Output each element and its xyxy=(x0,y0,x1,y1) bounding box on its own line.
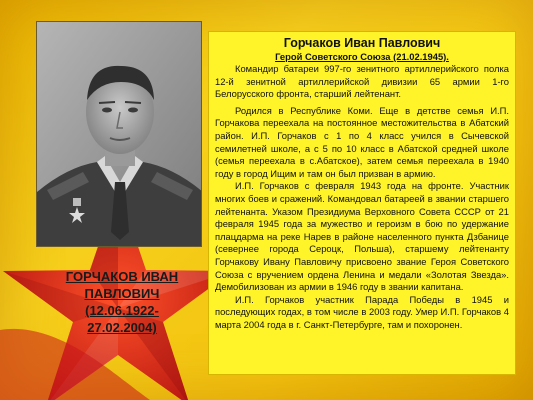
portrait-photo xyxy=(36,21,202,247)
name-patronymic: ПАВЛОВИЧ xyxy=(84,286,160,301)
name-surname: ГОРЧАКОВ ИВАН xyxy=(65,269,179,284)
biography-panel xyxy=(208,31,516,375)
biography-subtitle: Герой Советского Союза (21.02.1945). xyxy=(275,51,449,62)
biography-paragraph-3: И.П. Горчаков с февраля 1943 года на фронте. Участник многих боев и сражений. Командовал батареей в звании старшего лейтенанта. Указом Президиума Верховного Совета СССР от 21 февраля 1945 года за мужество и героизм в бою по удержание плацдарма на реке Нарев в районе населенного пункта Дзбанице (севернее города Сероцк, Польша), старшему лейтенанту Горчакову Ивану Павловичу присвоено звание Героя Советского Союза с вручением ордена Ленина и медали «Золотая Звезда». Демобилизован из армии в 1946 году в звании капитана. xyxy=(215,180,509,293)
hero-name-card xyxy=(52,268,192,336)
life-dates-start: (12.06.1922- xyxy=(85,303,159,318)
biography-title: Горчаков Иван Павлович xyxy=(283,36,441,50)
biography-paragraph-4: И.П. Горчаков участник Парада Победы в 1945 и последующих годах, в том числе в 2003 году. Умер И.П. Горчаков 4 марта 2004 года в г. Санкт-Петербурге, там и похоронен. xyxy=(215,293,509,330)
life-dates-end: 27.02.2004) xyxy=(87,320,157,335)
biography-paragraph-2: Родился в Республике Коми. Еще в детстве семья И.П. Горчакова переехала на постоянное местожительства в Абатский район. И.П. Горчаков с 1 по 4 класс учился в Сычевской семилетней школе, а с 5 по 10 класс в Абатской средней школе (семья переехала в с.Абатское), затем семья переехала в 1940 году в город Ищим и там он был призван в армию. xyxy=(215,104,509,179)
biography-paragraph-1: Командир батареи 997-го зенитного артиллерийского полка 12-й зенитной артиллерийской дивизии 65 армии 1-го Белорусского фронта, старший лейтенант. xyxy=(215,63,509,100)
